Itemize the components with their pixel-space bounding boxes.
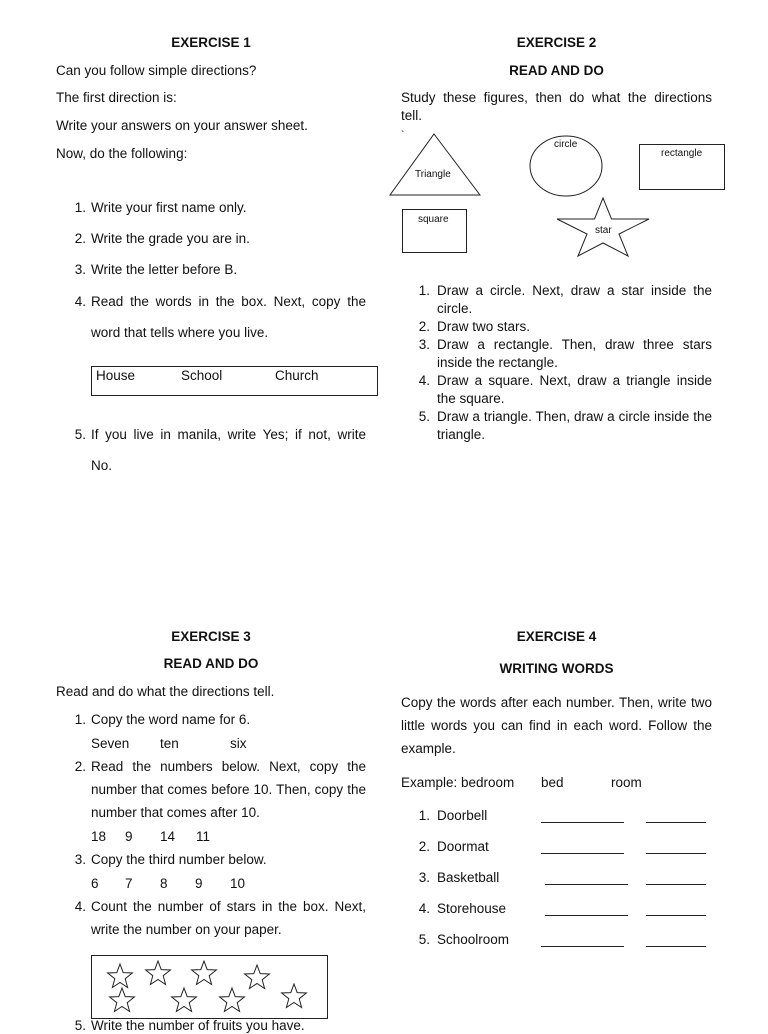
item-text: Read the numbers below. Next, copy the [91,759,366,774]
item-text: write the number on your paper. [91,922,282,937]
item-number: 3. [74,262,86,277]
exercise-4-intro-line: Copy the words after each number. Then, write two [401,695,712,710]
answer-blank [646,946,706,947]
star-outline [146,961,171,985]
star-outline [108,964,133,988]
item-text: Draw a rectangle. Then, draw three stars [437,337,712,352]
exercise-3-subtitle: READ AND DO [163,656,259,671]
answer-blank [545,915,628,916]
answer-blank [541,946,624,947]
answer-blank [646,915,706,916]
exercise-1-intro-line: Now, do the following: [56,146,188,161]
exercise-4-intro-line: little words you can find in each word. Follow the [401,718,712,733]
item-text: Write the number of fruits you have. [91,1018,305,1033]
item-text: Draw a triangle. Then, draw a circle inside the [437,409,712,424]
exercise-4-subtitle: WRITING WORDS [499,661,614,676]
item-number: 2. [418,839,430,854]
item-text: the square. [437,391,505,406]
word-box [91,366,378,396]
item-word: Basketball [437,870,500,885]
star-outline [282,984,307,1008]
star-outline [245,965,270,989]
item-number: 1. [74,712,86,727]
item-number: 1. [74,200,86,215]
exercise-2-intro-line: Study these figures, then do what the directions [401,90,712,105]
box-word: School [181,368,223,383]
rectangle-label: rectangle [661,148,703,159]
star-box-drawing [92,956,329,1020]
answer-blank [646,884,706,885]
figures-drawing [0,0,768,300]
answer-blank [541,853,624,854]
item-value: Seven [91,736,130,751]
item-number: 4. [418,901,430,916]
item-value: 11 [196,829,211,844]
exercise-3-title: EXERCISE 3 [171,629,251,644]
item-text: Draw a circle. Next, draw a star inside the [437,283,712,298]
example-word: bed [541,775,564,790]
item-number: 3. [418,337,430,352]
item-number: 5. [418,409,430,424]
item-text: If you live in manila, write Yes; if not, write [91,427,366,442]
item-word: Doorbell [437,808,488,823]
item-value: 8 [160,876,168,891]
item-value: 9 [195,876,203,891]
item-text: Draw two stars. [437,319,531,334]
item-text: word that tells where you live. [91,325,269,340]
item-text: circle. [437,301,473,316]
exercise-3-intro: Read and do what the directions tell. [56,684,275,699]
star-outline [192,961,217,985]
item-word: Schoolroom [437,932,510,947]
stray-mark: ` [401,130,405,141]
exercise-1-intro-line: The first direction is: [56,90,177,105]
item-number: 2. [74,231,86,246]
exercise-4-intro-line: example. [401,741,456,756]
triangle-shape [390,134,480,195]
exercise-1-title: EXERCISE 1 [171,35,251,50]
item-text: Draw a square. Next, draw a triangle inside [437,373,712,388]
box-word: House [96,368,136,383]
answer-blank [541,822,624,823]
item-text: Copy the third number below. [91,852,267,867]
item-value: 10 [230,876,246,891]
item-text: Read the words in the box. Next, copy the [91,294,366,309]
star-label: star [595,225,612,236]
item-text: number that comes before 10. Then, copy the [91,782,366,797]
answer-blank [545,884,628,885]
item-text: number that comes after 10. [91,805,260,820]
box-word: Church [275,368,319,383]
example-label: Example: bedroom [401,775,515,790]
exercise-2-title: EXERCISE 2 [516,35,597,50]
item-text: Count the number of stars in the box. Next, [91,899,366,914]
exercise-1-intro-line: Write your answers on your answer sheet. [56,118,308,133]
item-number: 3. [74,852,86,867]
item-text: Write the grade you are in. [91,231,250,246]
star-outline [110,988,135,1012]
exercise-1-intro-line: Can you follow simple directions? [56,63,257,78]
item-value: six [230,736,247,751]
item-number: 4. [74,294,86,309]
item-text: Write the letter before B. [91,262,238,277]
star-outline [172,988,197,1012]
item-text: inside the rectangle. [437,355,558,370]
item-text: triangle. [437,427,486,442]
item-number: 2. [418,319,430,334]
item-value: 7 [125,876,133,891]
item-value: 6 [91,876,99,891]
star-outline [220,988,245,1012]
item-number: 1. [418,808,430,823]
item-text: No. [91,458,113,473]
item-text: Write your first name only. [91,200,247,215]
exercise-4-title: EXERCISE 4 [516,629,597,644]
item-number: 3. [418,870,430,885]
item-number: 2. [74,759,86,774]
item-value: ten [160,736,179,751]
item-value: 9 [125,829,133,844]
answer-blank [646,853,706,854]
item-word: Doormat [437,839,489,854]
exercise-2-subtitle: READ AND DO [509,63,604,78]
item-value: 14 [160,829,176,844]
example-word: room [611,775,642,790]
item-word: Storehouse [437,901,507,916]
item-number: 4. [418,373,430,388]
item-number: 4. [74,899,86,914]
answer-blank [646,822,706,823]
exercise-2-intro-line: tell. [401,108,423,123]
item-number: 1. [418,283,430,298]
item-value: 18 [91,829,107,844]
item-text: Copy the word name for 6. [91,712,251,727]
square-label: square [418,214,449,225]
circle-label: circle [554,139,578,150]
triangle-label: Triangle [415,169,451,180]
item-number: 5. [74,427,86,442]
item-number: 5. [74,1018,86,1033]
star-box [91,955,328,1019]
item-number: 5. [418,932,430,947]
